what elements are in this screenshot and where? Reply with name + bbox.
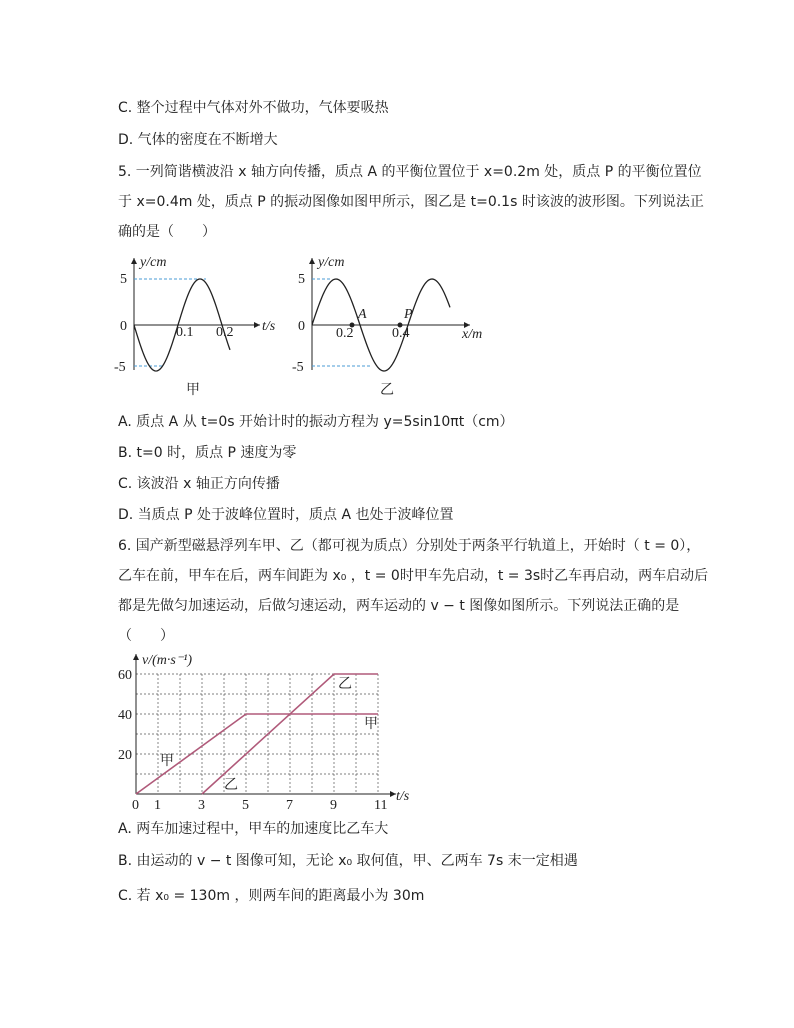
vt-series-label-jia-upper: 甲 [364,716,378,732]
figure-yi-waveform [290,250,500,405]
question-5-line-2: 于 x=0.4m 处，质点 P 的振动图像如图甲所示，图乙是 t=0.1s 时该波的波形图。下列说法正 [118,194,704,210]
jia-x-tick-0-1: 0.1 [176,325,194,340]
question-6-option-c: C. 若 x₀ = 130m ，则两车间的距离最小为 30m [118,888,425,904]
question-5-line-1: 5. 一列简谐横波沿 x 轴方向传播，质点 A 的平衡位置位于 x=0.2m 处，质点 P 的平衡位置位 [118,164,702,180]
vt-x-tick-label-0: 0 [132,798,139,813]
jia-x-tick-0-2: 0.2 [216,325,234,340]
yi-point-p-label: P [404,307,413,322]
jia-y-top-label: 5 [120,272,127,287]
jia-ylabel: y/cm [140,255,167,270]
question-5-option-d: D. 当质点 P 处于波峰位置时，质点 A 也处于波峰位置 [118,507,454,523]
vt-xlabel: t/s [396,789,410,804]
vt-y-tick-label-20: 20 [118,748,132,763]
vt-x-tick-label-7: 7 [286,798,293,813]
question-5-line-3: 确的是（ ） [118,224,216,240]
yi-point-a-label: A [358,307,367,322]
question-6-line-3: 都是先做匀加速运动，后做匀速运动，两车运动的 v − t 图像如图所示。下列说法正确的是 [118,598,680,614]
yi-ylabel: y/cm [318,255,345,270]
vt-x-tick-label-11: 11 [374,798,388,813]
text-line-d-option-prev: D. 气体的密度在不断增大 [118,132,278,148]
question-5-option-a: A. 质点 A 从 t=0s 开始计时的振动方程为 y=5sin10πt（cm） [118,414,514,430]
question-6-option-a: A. 两车加速过程中，甲车的加速度比乙车大 [118,821,389,837]
question-5-option-b: B. t=0 时，质点 P 速度为零 [118,445,297,461]
question-6-option-b: B. 由运动的 v − t 图像可知，无论 x₀ 取何值，甲、乙两车 7s 末一定相遇 [118,853,578,869]
yi-caption: 乙 [380,382,394,398]
vt-series-label-yi-upper: 乙 [338,676,352,692]
vt-y-tick-label-60: 60 [118,668,132,683]
question-5-option-c: C. 该波沿 x 轴正方向传播 [118,476,280,492]
figure-jia-vibration-graph [110,250,290,405]
question-6-line-1: 6. 国产新型磁悬浮列车甲、乙（都可视为质点）分别处于两条平行轨道上，开始时（ t = 0）， [118,538,701,554]
vt-x-tick-label-5: 5 [242,798,249,813]
yi-xlabel: x/m [462,327,483,342]
jia-y-zero-label: 0 [120,319,127,334]
yi-y-bottom-label: -5 [292,360,304,375]
yi-y-zero-label: 0 [298,319,305,334]
vt-ylabel: v/(m·s⁻¹) [142,653,193,668]
yi-x-tick-0-2: 0.2 [336,326,354,341]
question-6-line-4: （ ） [118,628,174,644]
vt-y-tick-label-40: 40 [118,708,132,723]
vt-x-tick-label-1: 1 [154,798,161,813]
yi-x-tick-0-4: 0.4 [392,326,410,341]
vt-x-tick-label-3: 3 [198,798,205,813]
vt-chart [110,648,420,816]
vt-x-tick-label-9: 9 [330,798,337,813]
jia-y-bottom-label: -5 [114,360,126,375]
question-6-line-2: 乙车在前，甲车在后，两车间距为 x₀ ，t = 0时甲车先启动，t = 3s时乙车再启动，两车启动后 [118,568,709,584]
yi-y-top-label: 5 [298,272,305,287]
vt-grid [136,674,378,794]
text-line-c-option-prev: C. 整个过程中气体对外不做功，气体要吸热 [118,100,389,116]
jia-xlabel: t/s [262,319,276,334]
jia-caption: 甲 [186,382,200,398]
vt-series-label-jia-lower: 甲 [160,753,174,769]
vt-series-label-yi-lower: 乙 [224,777,238,793]
